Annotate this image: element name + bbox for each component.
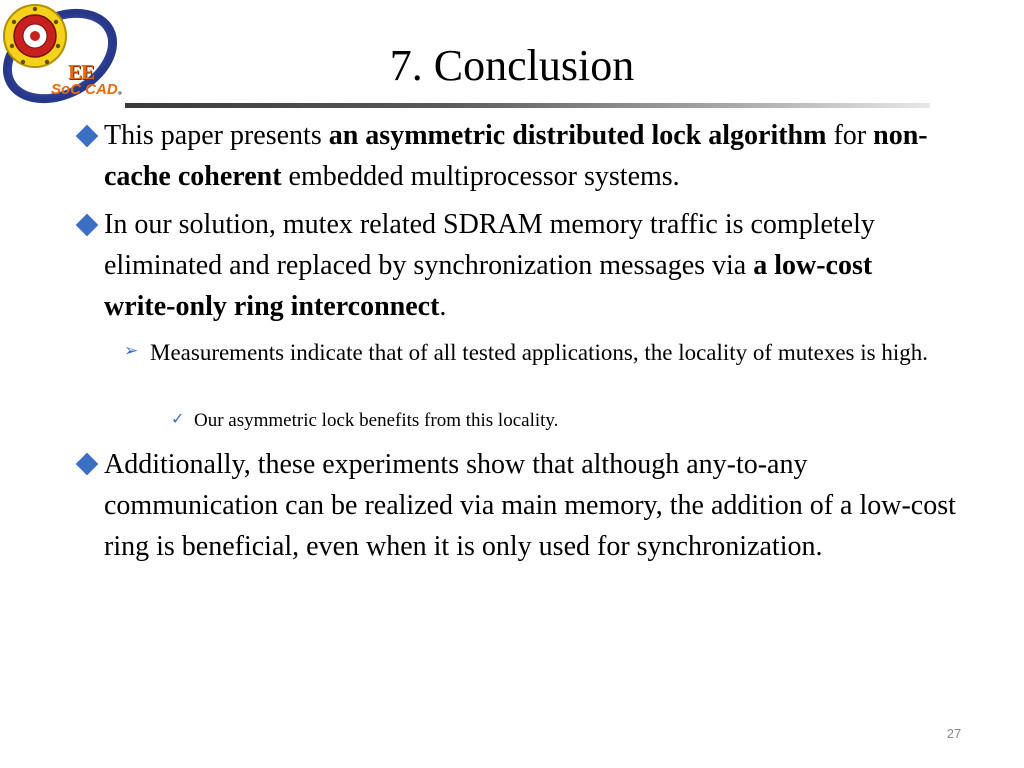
logo-ee-text: EE bbox=[68, 60, 95, 84]
logo-soc-cad-text: SoC CAD bbox=[51, 81, 118, 98]
bullet-2-text: In our solution, mutex related SDRAM memory traffic is completely eliminated and replaced by synchronization messages via bbox=[104, 209, 875, 281]
diamond-bullet-icon bbox=[76, 453, 99, 476]
arrow-bullet-icon: ➢ bbox=[124, 341, 139, 361]
bullet-2-emphasis-ring: a low-cost write-only ring interconnect bbox=[104, 250, 873, 322]
bullet-1-emphasis-algorithm: an asymmetric distributed lock algorithm bbox=[328, 120, 827, 151]
bullet-item-3: Additionally, these experiments show that although any-to-any communication can be realized via main memory, the addition of a low-cost ring is beneficial, even when it is only used for synchronization. bbox=[104, 449, 956, 562]
bullet-1-text-for: for bbox=[826, 120, 874, 151]
slide-title: 7. Conclusion bbox=[389, 41, 635, 90]
diamond-bullet-icon bbox=[76, 125, 99, 148]
bullet-1-emphasis-noncache: non-cache coherent bbox=[104, 120, 928, 192]
page-number: 27 bbox=[946, 726, 962, 741]
bullet-item-1 bbox=[104, 115, 994, 197]
checkmark-bullet-icon: ✓ bbox=[171, 409, 185, 428]
bullet-1-text-end: embedded multiprocessor systems. bbox=[281, 161, 680, 192]
bullet-item-2 bbox=[104, 204, 904, 327]
diamond-bullet-icon bbox=[76, 214, 99, 237]
bullet-1-text: This paper presents bbox=[104, 120, 329, 151]
sub-sub-bullet-item: Our asymmetric lock benefits from this locality. bbox=[194, 410, 559, 431]
sub-bullet-item: Measurements indicate that of all tested applications, the locality of mutexes is high. bbox=[150, 340, 928, 365]
bullet-2-period: . bbox=[439, 291, 447, 322]
